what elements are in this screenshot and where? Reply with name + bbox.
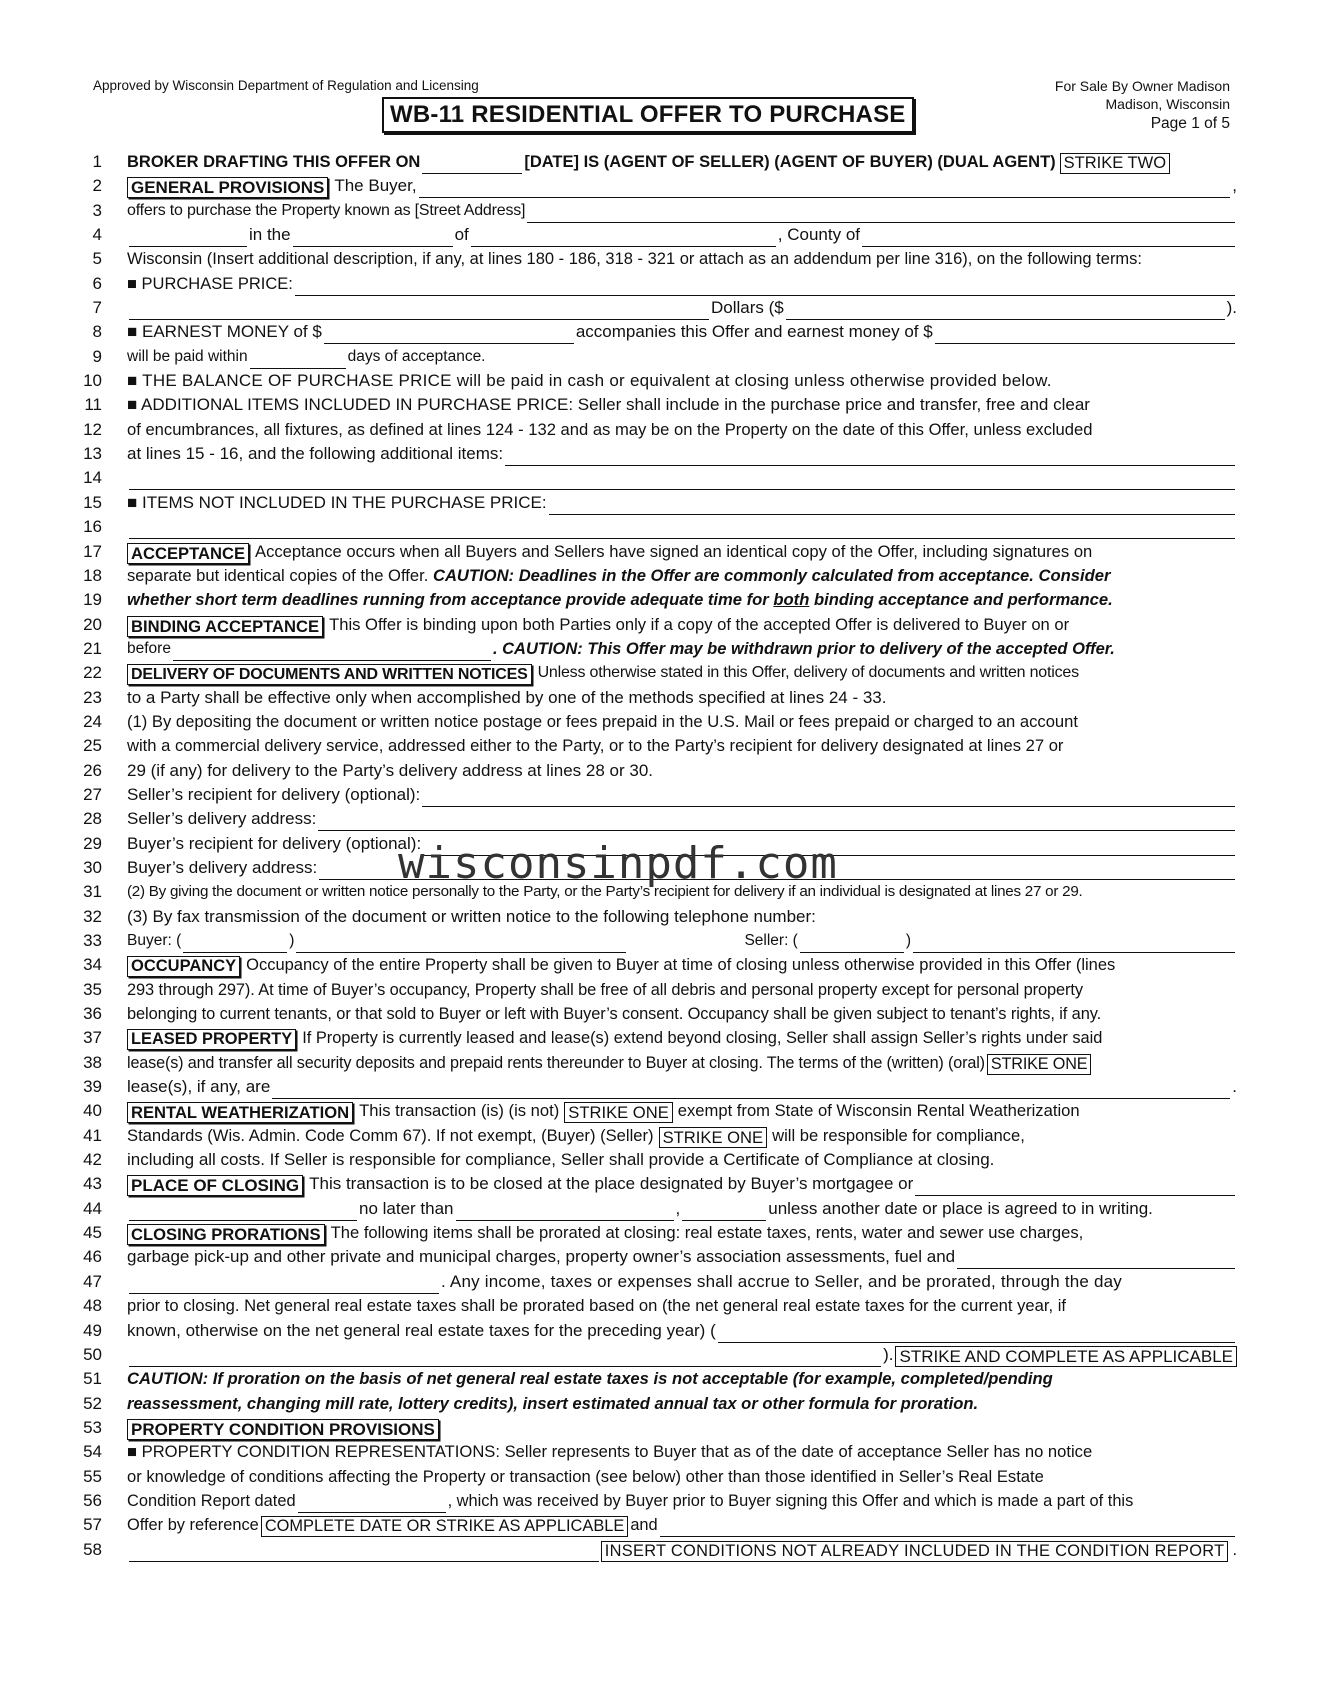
line-number: 54: [83, 1442, 102, 1462]
line-number: 35: [83, 979, 102, 999]
line-text: with a commercial delivery service, addressed either to the Party, or to the Party’s recipient for delivery designated at lines 27 or: [127, 736, 1064, 756]
line-text: The following items shall be prorated at closing: real estate taxes, rents, water and sewer use charges,: [330, 1223, 1084, 1243]
strike-note: STRIKE ONE: [987, 1054, 1092, 1075]
watermark: wisconsinpdf.com: [398, 838, 838, 889]
form-line: [0, 540, 1317, 564]
line-text: ): [289, 932, 295, 949]
line-number: 6: [92, 273, 102, 293]
form-line: [0, 491, 1317, 515]
form-line: [0, 1026, 1317, 1050]
form-line: [0, 905, 1317, 929]
form-line: [0, 1319, 1317, 1343]
line-text: garbage pick-up and other private and municipal charges, property owner’s association assessments, fuel and: [127, 1247, 956, 1267]
line-text: days of acceptance.: [347, 347, 486, 365]
line-number: 39: [83, 1077, 102, 1097]
line-text: This Offer is binding upon both Parties only if a copy of the accepted Offer is delivered to Buyer on or: [329, 614, 1070, 634]
form-line: [0, 247, 1317, 271]
section-heading: CLOSING PRORATIONS: [127, 1224, 325, 1245]
line-text: ).: [883, 1344, 894, 1364]
line-text: prior to closing. Net general real estate taxes shall be prorated based on (the net general real estate taxes for the current year, if: [127, 1296, 1067, 1316]
caution-emphasis: both: [773, 590, 810, 610]
line-number: 5: [92, 249, 102, 269]
additional-conditions-field[interactable]: [660, 1520, 1235, 1537]
form-line: [0, 369, 1317, 393]
form-line: [0, 1099, 1317, 1123]
line-text: (3) By fax transmission of the document or written notice to the following telephone number:: [127, 906, 816, 926]
line-number: 30: [83, 857, 102, 877]
purchase-price-amount-field[interactable]: [786, 303, 1225, 320]
form-line: [0, 296, 1317, 320]
form-line: [0, 710, 1317, 734]
approval-note: Approved by Wisconsin Department of Regulation and Licensing: [93, 78, 479, 93]
line-number: 48: [83, 1296, 102, 1316]
form-line: [0, 199, 1317, 223]
form-line: [0, 734, 1317, 758]
line-text: Buyer: (: [127, 932, 182, 949]
line-number: 34: [83, 955, 102, 975]
form-line: [0, 1513, 1317, 1537]
form-line: [0, 466, 1317, 490]
caution-text: CAUTION: Deadlines in the Offer are commonly calculated from acceptance. Consider: [432, 565, 1111, 585]
municipality-field[interactable]: [471, 230, 776, 247]
form-line: [0, 345, 1317, 369]
page-number: Page 1 of 5: [1150, 115, 1230, 132]
line-text: ■ THE BALANCE OF PURCHASE PRICE will be paid in cash or equivalent at closing unless otherwise provided below.: [127, 371, 1052, 391]
line-text: Seller’s recipient for delivery (optional):: [127, 784, 421, 804]
seller-info: [1055, 77, 1230, 133]
purchase-price-words-field[interactable]: [295, 279, 1235, 296]
line-number: 17: [83, 541, 102, 561]
form-line: [0, 564, 1317, 588]
line-text: Dollars ($: [711, 298, 784, 318]
line-number: 51: [83, 1369, 102, 1389]
condition-report-date-field[interactable]: [298, 1496, 446, 1513]
line-number: 31: [83, 882, 102, 902]
line-text: , County of: [777, 225, 860, 245]
section-heading: PROPERTY CONDITION PROVISIONS: [127, 1419, 439, 1440]
line-number: 11: [84, 395, 102, 415]
line-text: accompanies this Offer and earnest money of $: [575, 322, 933, 342]
line-number: 28: [83, 809, 102, 829]
line-text: .: [1232, 1077, 1237, 1097]
form-line: [0, 783, 1317, 807]
closing-year-field[interactable]: [682, 1204, 766, 1221]
line-number: 27: [83, 784, 102, 804]
line-number: 22: [83, 663, 102, 683]
line-number: 52: [83, 1393, 102, 1413]
form-line: [0, 1465, 1317, 1489]
line-number: 50: [83, 1344, 102, 1364]
line-text: ■ PROPERTY CONDITION REPRESENTATIONS: Seller represents to Buyer that as of the date of acceptance Seller has no notice: [127, 1442, 1093, 1462]
section-heading: DELIVERY OF DOCUMENTS AND WRITTEN NOTICES: [127, 664, 532, 685]
line-text: and: [630, 1516, 658, 1535]
line-text: Occupancy of the entire Property shall be given to Buyer at time of closing unless otherwise provided in this Offer (lines: [246, 956, 1116, 975]
caution-text: binding acceptance and performance.: [813, 590, 1113, 610]
closing-date-field[interactable]: [456, 1204, 674, 1221]
form-line: [0, 223, 1317, 247]
line-number: 2: [92, 176, 102, 196]
buyer-name-field[interactable]: [419, 181, 1231, 198]
line-number: 41: [83, 1125, 102, 1145]
line-text: Acceptance occurs when all Buyers and Sellers have signed an identical copy of the Offer, including signatures on: [255, 541, 1093, 561]
tax-basis-field[interactable]: [718, 1326, 1235, 1343]
section-heading: RENTAL WEATHERIZATION: [127, 1102, 353, 1123]
line-text: ■ EARNEST MONEY of $: [127, 322, 322, 342]
line-number: 40: [83, 1101, 102, 1121]
line-text: ■ ITEMS NOT INCLUDED IN THE PURCHASE PRICE:: [127, 492, 547, 512]
section-heading: PLACE OF CLOSING: [127, 1175, 303, 1196]
form-line: [0, 272, 1317, 296]
municipality-type-field[interactable]: [293, 230, 453, 247]
line-text: . Any income, taxes or expenses shall accrue to Seller, and be prorated, through the day: [441, 1271, 1122, 1291]
caution-text: reassessment, changing mill rate, lottery credits), insert estimated annual tax or other formula for proration.: [127, 1393, 979, 1413]
line-text: of encumbrances, all fixtures, as defined at lines 124 - 132 and as may be on the Property on the date of this Offer, unless excluded: [127, 419, 1093, 439]
form-line: [0, 418, 1317, 442]
street-address-field[interactable]: [527, 206, 1235, 223]
line-text: ,: [675, 1198, 681, 1218]
line-text: at lines 15 - 16, and the following additional items:: [127, 444, 504, 464]
line-text: will be paid within: [127, 347, 248, 365]
instruction-note: INSERT CONDITIONS NOT ALREADY INCLUDED IN THE CONDITION REPORT: [601, 1541, 1229, 1562]
line-text: The Buyer,: [334, 176, 417, 196]
line-number: 26: [83, 760, 102, 780]
line-number: 3: [92, 200, 102, 220]
form-line: [0, 1002, 1317, 1026]
form-line: [0, 393, 1317, 417]
form-line: [0, 686, 1317, 710]
line-number: 21: [83, 638, 102, 658]
line-text: This transaction is to be closed at the place designated by Buyer’s mortgagee or: [309, 1174, 914, 1194]
strike-note: COMPLETE DATE OR STRIKE AS APPLICABLE: [261, 1516, 629, 1537]
line-number: 56: [83, 1490, 102, 1510]
line-text: (1) By depositing the document or written notice postage or fees prepaid in the U.S. Mail or fees prepaid or charged to an account: [127, 711, 1078, 731]
line-number: 36: [83, 1004, 102, 1024]
seller-recipient-field[interactable]: [422, 790, 1235, 807]
strike-note: STRIKE ONE: [564, 1102, 673, 1123]
form-line: [0, 978, 1317, 1002]
additional-earnest-money-field[interactable]: [935, 327, 1235, 344]
line-text: 293 through 297). At time of Buyer’s occupancy, Property shall be free of all debris and personal property except for personal property: [127, 980, 1083, 999]
line-text: This transaction (is) (is not): [359, 1101, 560, 1121]
line-number: 33: [83, 931, 102, 950]
line-text: to a Party shall be effective only when accomplished by one of the methods specified at lines 24 - 33.: [127, 687, 887, 707]
line-text: will be responsible for compliance,: [772, 1125, 1025, 1145]
section-heading: ACCEPTANCE: [127, 543, 249, 564]
line-number: 38: [83, 1052, 102, 1072]
line-text: , which was received by Buyer prior to Buyer signing this Offer and which is made a part of this: [447, 1491, 1134, 1510]
line-text: Seller’s delivery address:: [127, 809, 317, 829]
earnest-money-field[interactable]: [324, 327, 574, 344]
line-text: no later than: [359, 1198, 454, 1218]
line-text: Buyer’s delivery address:: [127, 857, 318, 877]
line-text: BROKER DRAFTING THIS OFFER ON: [127, 153, 421, 171]
line-text: or knowledge of conditions affecting the Property or transaction (see below) other than those identified in Seller’s Real Estate: [127, 1466, 1044, 1486]
form-line: [0, 588, 1317, 612]
line-text: ■ ADDITIONAL ITEMS INCLUDED IN PURCHASE PRICE: Seller shall include in the purchase price and transfer, free and clear: [127, 395, 1090, 415]
seller-name: For Sale By Owner Madison: [1054, 78, 1230, 94]
line-number: 25: [83, 736, 102, 756]
line-number: 45: [83, 1223, 102, 1243]
line-number: 57: [83, 1515, 102, 1535]
form-line: [0, 1172, 1317, 1196]
seller-location: Madison, Wisconsin: [1105, 96, 1230, 112]
line-text: unless another date or place is agreed to in writing.: [768, 1198, 1153, 1218]
line-text: before: [127, 639, 171, 657]
line-text: separate but identical copies of the Offer.: [127, 565, 429, 585]
strike-note: STRIKE AND COMPLETE AS APPLICABLE: [895, 1346, 1237, 1367]
line-text: belonging to current tenants, or that sold to Buyer or left with Buyer’s consent. Occupancy shall be given subject to tenant’s rights, if any.: [127, 1005, 1102, 1024]
line-text: [DATE] IS (AGENT OF SELLER) (AGENT OF BUYER) (DUAL AGENT): [524, 153, 1056, 171]
line-text: If Property is currently leased and lease(s) extend beyond closing, Seller shall assign Seller’s rights under said: [302, 1029, 1103, 1048]
line-text: of: [454, 225, 469, 245]
county-field[interactable]: [862, 230, 1235, 247]
line-number: 47: [83, 1271, 102, 1291]
form-line: [0, 320, 1317, 344]
line-number: 20: [83, 614, 102, 634]
form-line: [0, 1051, 1317, 1075]
line-text: Standards (Wis. Admin. Code Comm 67). If not exempt, (Buyer) (Seller): [127, 1125, 654, 1145]
line-text: in the: [249, 225, 291, 245]
form-line: [0, 1538, 1317, 1562]
seller-address-field[interactable]: [318, 814, 1235, 831]
line-text: 29 (if any) for delivery to the Party’s delivery address at lines 28 or 30.: [127, 760, 653, 780]
strike-note: STRIKE TWO: [1060, 153, 1170, 174]
form-line: [0, 953, 1317, 977]
line-number: 15: [83, 492, 102, 512]
prorated-items-field-2[interactable]: [129, 1277, 439, 1294]
line-number: 49: [83, 1320, 102, 1340]
line-text: Offer by reference: [127, 1516, 259, 1535]
caution-text: CAUTION: If proration on the basis of net general real estate taxes is not acceptable (for example, completed/pending: [127, 1369, 1053, 1389]
line-text: ■ PURCHASE PRICE:: [127, 274, 293, 293]
additional-items-field-2[interactable]: [129, 473, 1235, 490]
additional-items-field[interactable]: [505, 449, 1235, 466]
line-text: offers to purchase the Property known as [Street Address]: [127, 201, 526, 219]
line-text: Condition Report dated: [127, 1491, 296, 1510]
line-number: 42: [83, 1150, 102, 1170]
line-number: 37: [83, 1028, 102, 1048]
line-text: known, otherwise on the net general real estate taxes for the preceding year) (: [127, 1320, 716, 1340]
closing-place-field[interactable]: [915, 1179, 1235, 1196]
section-heading: GENERAL PROVISIONS: [127, 177, 328, 198]
line-number: 23: [83, 687, 102, 707]
line-number: 19: [83, 590, 102, 610]
form-line: [0, 1489, 1317, 1513]
buyer-fax-field[interactable]: [296, 936, 626, 953]
address-field[interactable]: [129, 230, 247, 247]
form-line: [0, 661, 1317, 685]
form-line: [0, 150, 1317, 174]
line-number: 13: [83, 444, 102, 464]
line-number: 46: [83, 1247, 102, 1267]
form-line: [0, 1221, 1317, 1245]
strike-note: STRIKE ONE: [659, 1127, 768, 1148]
form-line: [0, 1270, 1317, 1294]
line-number: 4: [92, 225, 102, 245]
form-line: [0, 1294, 1317, 1318]
section-heading: BINDING ACCEPTANCE: [127, 616, 323, 637]
line-number: 18: [83, 565, 102, 585]
line-number: 58: [83, 1539, 102, 1559]
line-text: (2) By giving the document or written notice personally to the Party, or the Party’s recipient for delivery if an individual is designated at lines 27 or 29.: [127, 883, 1083, 901]
line-text: Seller: (: [744, 932, 798, 949]
lease-terms-field[interactable]: [272, 1082, 1230, 1099]
form-line: [0, 1197, 1317, 1221]
form-line: [0, 637, 1317, 661]
excluded-items-field-2[interactable]: [129, 522, 1235, 539]
form-line: [0, 1440, 1317, 1464]
line-number: 16: [83, 517, 102, 537]
form-line: [0, 1416, 1317, 1440]
line-number: 7: [92, 298, 102, 318]
line-number: 10: [83, 371, 102, 391]
line-number: 24: [83, 711, 102, 731]
purchase-price-words-field-2[interactable]: [129, 303, 709, 320]
form-line: [0, 442, 1317, 466]
line-text: Unless otherwise stated in this Offer, delivery of documents and written notices: [537, 664, 1079, 682]
document-title: WB-11 RESIDENTIAL OFFER TO PURCHASE: [382, 97, 914, 133]
seller-fax-area-field[interactable]: [800, 936, 904, 953]
form-line: [0, 807, 1317, 831]
line-number: 43: [83, 1174, 102, 1194]
line-number: 9: [92, 346, 102, 366]
line-number: 53: [83, 1417, 102, 1437]
line-number: 55: [83, 1466, 102, 1486]
form-line: [0, 929, 1317, 953]
line-text: lease(s) and transfer all security deposits and prepaid rents thereunder to Buyer at closing. The terms of the (written) (oral): [127, 1053, 985, 1072]
form-line: [0, 1075, 1317, 1099]
buyer-fax-area-field[interactable]: [183, 936, 287, 953]
form-line: [0, 1392, 1317, 1416]
form-line: [0, 613, 1317, 637]
line-number: 44: [83, 1198, 102, 1218]
form-line: [0, 1245, 1317, 1269]
form-line: [0, 1148, 1317, 1172]
line-number: 29: [83, 833, 102, 853]
line-text: ): [905, 932, 912, 949]
caution-text: whether short term deadlines running from acceptance provide adequate time for: [127, 590, 769, 610]
line-text: lease(s), if any, are: [127, 1077, 271, 1097]
form-line: 2 GENERAL PROVISIONS The Buyer, ,: [0, 174, 1317, 198]
prorated-items-field[interactable]: [957, 1252, 1235, 1269]
line-text: ).: [1226, 298, 1237, 318]
section-heading: OCCUPANCY: [127, 956, 240, 977]
days-field[interactable]: [250, 352, 346, 369]
line-number: 8: [92, 322, 102, 342]
line-text: Wisconsin (Insert additional description, if any, at lines 180 - 186, 318 - 321 or attach as an addendum per line 316), on the following terms:: [127, 250, 1143, 269]
date-field[interactable]: [422, 157, 522, 174]
additional-conditions-field-2[interactable]: [129, 1545, 599, 1562]
line-text: .: [1232, 1540, 1237, 1559]
line-text: exempt from State of Wisconsin Rental Weatherization: [677, 1101, 1080, 1121]
form-line: [0, 515, 1317, 539]
seller-fax-field[interactable]: [913, 936, 1235, 953]
line-number: 12: [83, 419, 102, 439]
line-number: 14: [83, 468, 102, 488]
line-text: Buyer’s recipient for delivery (optional):: [127, 833, 422, 853]
caution-text: . CAUTION: This Offer may be withdrawn prior to delivery of the accepted Offer.: [492, 639, 1115, 658]
closing-place-field-2[interactable]: [129, 1204, 357, 1221]
line-number: 32: [83, 906, 102, 926]
tax-basis-field-2[interactable]: [129, 1350, 881, 1367]
line-number: 1: [92, 152, 102, 171]
form-line: [0, 759, 1317, 783]
excluded-items-field[interactable]: [549, 498, 1235, 515]
delivery-deadline-field[interactable]: [173, 644, 491, 661]
line-text: including all costs. If Seller is responsible for compliance, Seller shall provide a Certificate of Compliance at closing.: [127, 1150, 995, 1170]
form-line: [0, 1367, 1317, 1391]
form-line: [0, 1343, 1317, 1367]
form-line: [0, 1124, 1317, 1148]
section-heading: LEASED PROPERTY: [127, 1029, 296, 1050]
